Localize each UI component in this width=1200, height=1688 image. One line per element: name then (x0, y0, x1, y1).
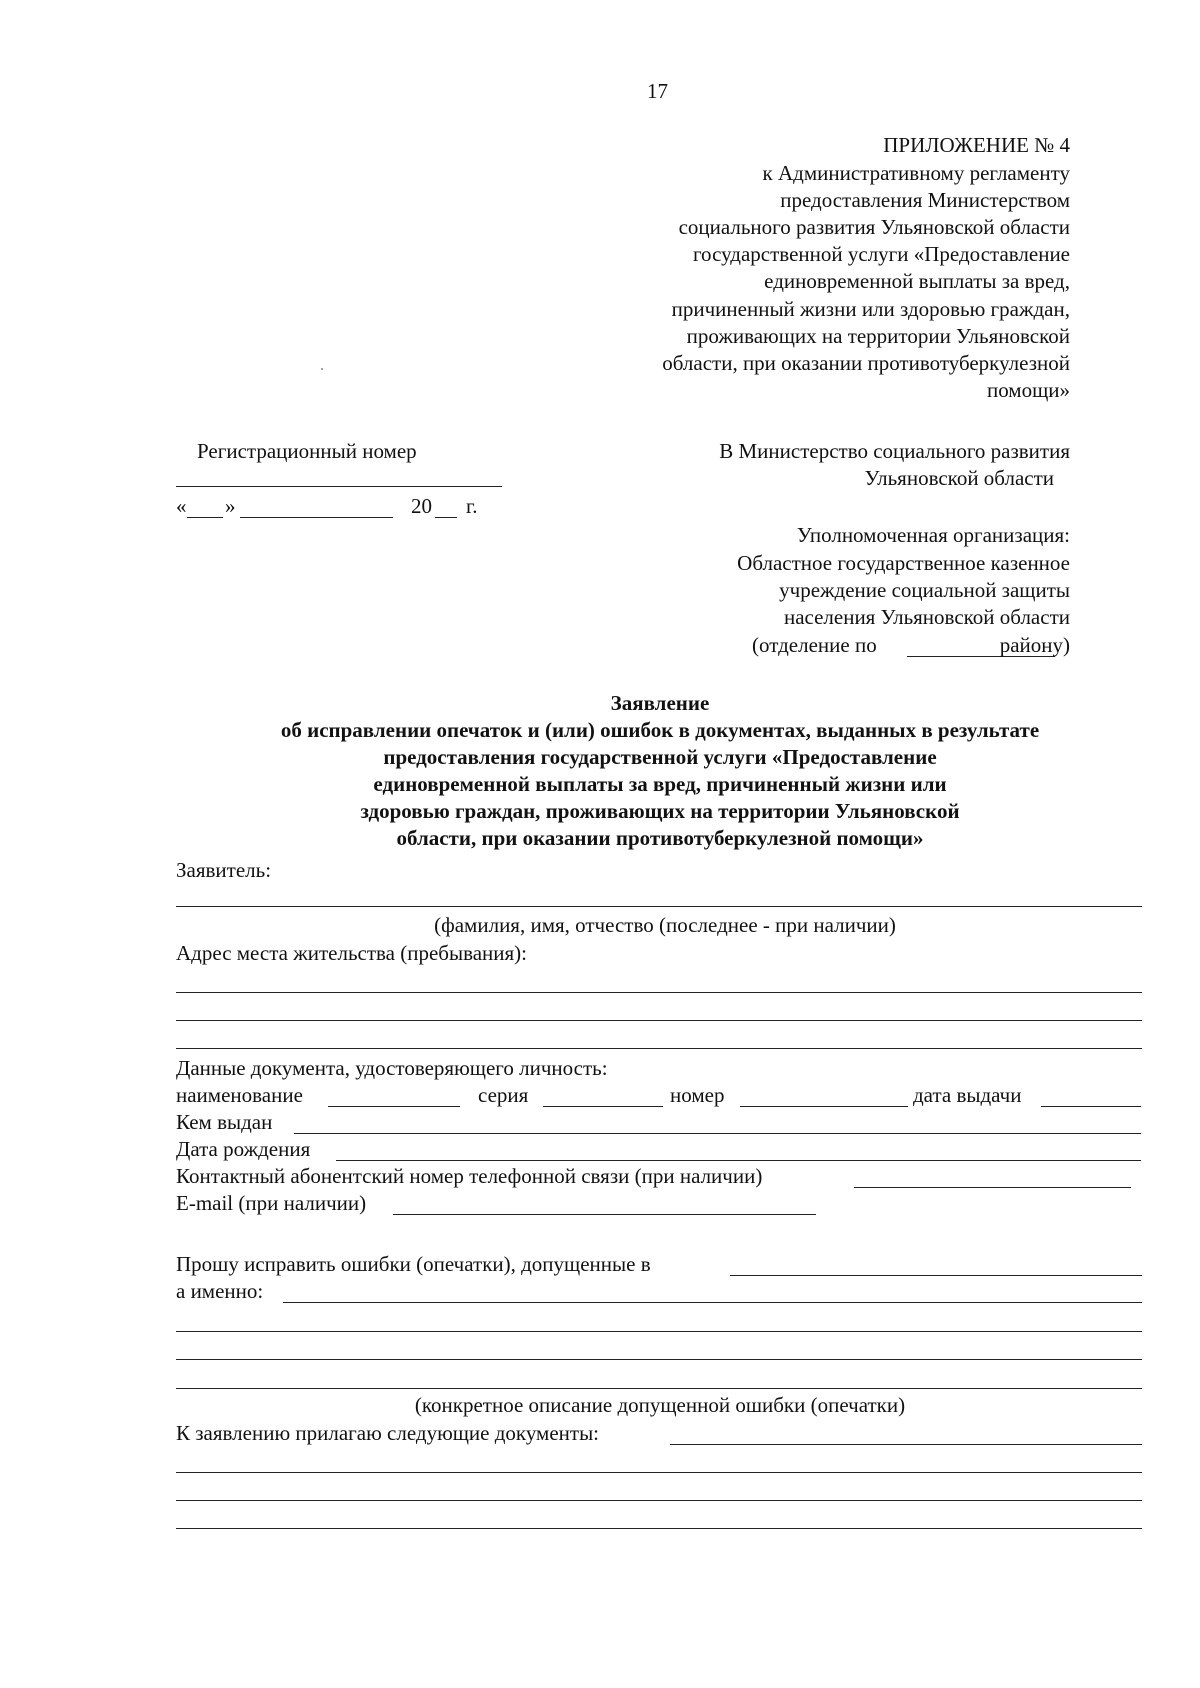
registration-label: Регистрационный номер (197, 439, 417, 463)
doc-name-line[interactable] (328, 1106, 460, 1107)
doc-series-line[interactable] (543, 1106, 663, 1107)
phone-line[interactable] (854, 1187, 1131, 1188)
phone-label: Контактный абонентский номер телефонной связи (при наличии) (176, 1164, 763, 1188)
appendix-line: проживающих на территории Ульяновской (686, 324, 1070, 348)
applicant-name-line[interactable] (176, 906, 1142, 907)
doc-number-line[interactable] (740, 1106, 908, 1107)
attach-line-4[interactable] (176, 1528, 1142, 1529)
year-prefix: 20 (411, 494, 432, 518)
month-line[interactable] (240, 517, 393, 518)
correct-doc-line[interactable] (730, 1275, 1142, 1276)
appendix-line: области, при оказании противотуберкулезной (662, 351, 1070, 375)
fio-caption: (фамилия, имя, отчество (последнее - при наличии) (434, 913, 896, 937)
date-open-quote: « (176, 494, 187, 518)
statement-line: предоставления государственной услуги «Предоставление (383, 745, 937, 769)
email-line[interactable] (393, 1214, 816, 1215)
issued-by-label: Кем выдан (176, 1110, 273, 1134)
statement-heading: Заявление (610, 691, 710, 715)
address-label: Адрес места жительства (пребывания): (176, 941, 528, 965)
appendix-line: социального развития Ульяновской области (678, 215, 1070, 239)
id-doc-label: Данные документа, удостоверяющего личность: (176, 1056, 608, 1080)
attach-label: К заявлению прилагаю следующие документы: (176, 1421, 600, 1445)
day-line[interactable] (187, 517, 223, 518)
date-close-quote: » (225, 494, 236, 518)
scan-speck (321, 368, 323, 370)
attach-line-2[interactable] (176, 1472, 1142, 1473)
appendix-line: единовременной выплаты за вред, (764, 269, 1070, 293)
appendix-title: ПРИЛОЖЕНИЕ № 4 (883, 133, 1070, 157)
applicant-label: Заявитель: (176, 858, 272, 882)
statement-line: об исправлении опечаток и (или) ошибок в документах, выданных в результате (280, 718, 1040, 742)
year-line[interactable] (435, 517, 457, 518)
appendix-line: помощи» (986, 378, 1070, 402)
org-label: Уполномоченная организация: (796, 523, 1070, 547)
statement-line: области, при оказании противотуберкулезной помощи» (396, 826, 924, 850)
registration-number-line[interactable] (176, 486, 502, 487)
email-label: E-mail (при наличии) (176, 1191, 367, 1215)
doc-series-label: серия (478, 1083, 529, 1107)
org-line: учреждение социальной защиты (779, 578, 1070, 602)
doc-number-label: номер (670, 1083, 725, 1107)
namely-line-1[interactable] (283, 1302, 1142, 1303)
appendix-line: причиненный жизни или здоровью граждан, (671, 297, 1070, 321)
appendix-line: предоставления Министерством (780, 188, 1070, 212)
address-line-3[interactable] (176, 1048, 1142, 1049)
branch-suffix: району) (999, 633, 1070, 657)
year-suffix: г. (466, 494, 478, 518)
page-number: 17 (647, 79, 668, 103)
org-line: Областное государственное казенное (737, 551, 1070, 575)
statement-line: здоровью граждан, проживающих на территории Ульяновской (360, 799, 960, 823)
address-line-1[interactable] (176, 992, 1142, 993)
org-line: населения Ульяновской области (783, 605, 1070, 629)
namely-label: а именно: (176, 1279, 264, 1303)
doc-issue-date-line[interactable] (1041, 1106, 1141, 1107)
recipient-line: В Министерство социального развития (719, 439, 1070, 463)
birth-date-label: Дата рождения (176, 1137, 311, 1161)
branch-prefix: (отделение по (752, 633, 877, 657)
error-caption: (конкретное описание допущенной ошибки (опечатки) (414, 1393, 906, 1417)
namely-line-3[interactable] (176, 1359, 1142, 1360)
namely-line-4[interactable] (176, 1388, 1142, 1389)
appendix-line: государственной услуги «Предоставление (692, 242, 1070, 266)
birth-date-line[interactable] (336, 1160, 1141, 1161)
doc-issue-date-label: дата выдачи (913, 1083, 1022, 1107)
appendix-line: к Административному регламенту (762, 161, 1070, 185)
statement-line: единовременной выплаты за вред, причиненный жизни или (373, 772, 947, 796)
correct-label: Прошу исправить ошибки (опечатки), допущенные в (176, 1252, 651, 1276)
issued-by-line[interactable] (294, 1133, 1141, 1134)
recipient-line: Ульяновской области (864, 466, 1054, 490)
attach-line-1[interactable] (670, 1444, 1142, 1445)
namely-line-2[interactable] (176, 1331, 1142, 1332)
doc-name-label: наименование (176, 1083, 303, 1107)
attach-line-3[interactable] (176, 1500, 1142, 1501)
address-line-2[interactable] (176, 1020, 1142, 1021)
